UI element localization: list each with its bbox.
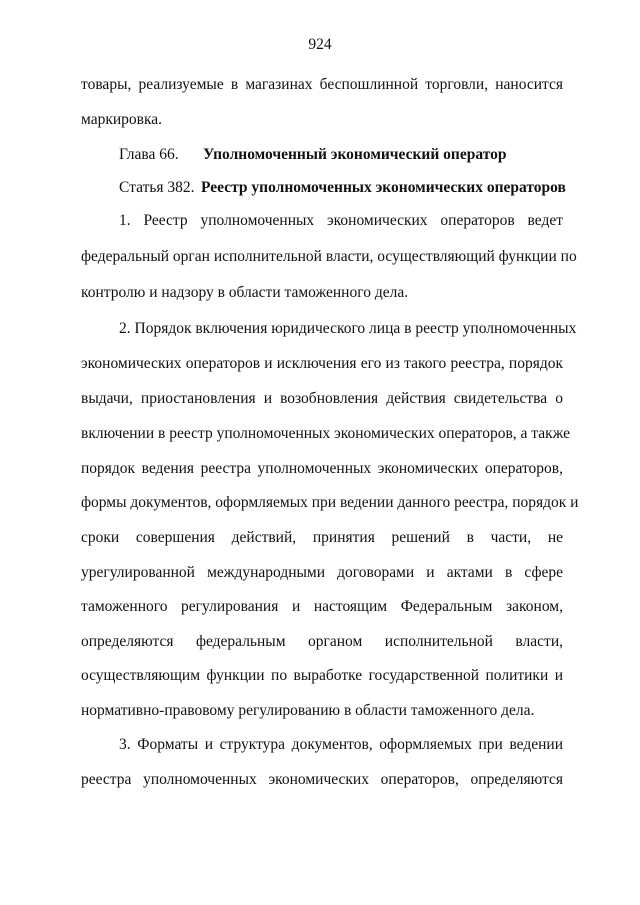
paragraph-2-line: включении в реестр уполномоченных экономических операторов, а также [81, 425, 571, 442]
paragraph-2-line: определяются федеральным органом исполнительной власти, [81, 633, 563, 650]
paragraph-2-line: сроки совершения действий, принятия решений в части, не [81, 529, 563, 546]
page-number: 924 [308, 36, 332, 53]
paragraph-2-line: урегулированной международными договорами и актами в сфере [81, 564, 563, 581]
chapter-heading [119, 146, 506, 164]
paragraph-2-line: 2. Порядок включения юридического лица в реестр уполномоченных [119, 320, 577, 337]
paragraph-1-line: федеральный орган исполнительной власти, осуществляющий функции по [81, 248, 577, 265]
chapter-title: Уполномоченный экономический оператор [203, 146, 507, 163]
paragraph-2-line: выдачи, приостановления и возобновления действия свидетельства о [81, 390, 563, 407]
paragraph-3-line: 3. Форматы и структура документов, оформляемых при ведении [119, 736, 563, 753]
paragraph-2-line: нормативно-правовому регулированию в области таможенного дела. [81, 702, 535, 719]
paragraph-2-line: осуществляющим функции по выработке государственной политики и [81, 667, 563, 684]
paragraph-3-line: реестра уполномоченных экономических операторов, определяются [81, 771, 563, 788]
paragraph-2-line: экономических операторов и исключения его из такого реестра, порядок [81, 355, 563, 372]
article-heading [119, 179, 566, 197]
article-number: Статья 382. [119, 179, 195, 196]
paragraph-2-line: порядок ведения реестра уполномоченных экономических операторов, [81, 460, 563, 477]
intro-line-1: товары, реализуемые в магазинах беспошлинной торговли, наносится [81, 76, 563, 93]
paragraph-2-line: таможенного регулирования и настоящим Федеральным законом, [81, 598, 563, 615]
paragraph-1-line: 1. Реестр уполномоченных экономических операторов ведет [119, 212, 563, 229]
paragraph-1-line: контролю и надзору в области таможенного дела. [81, 284, 409, 301]
article-title: Реестр уполномоченных экономических операторов [201, 179, 566, 196]
intro-line-2: маркировка. [81, 111, 163, 128]
chapter-number: Глава 66. [119, 146, 179, 163]
paragraph-2-line: формы документов, оформляемых при ведении данного реестра, порядок и [81, 494, 579, 511]
